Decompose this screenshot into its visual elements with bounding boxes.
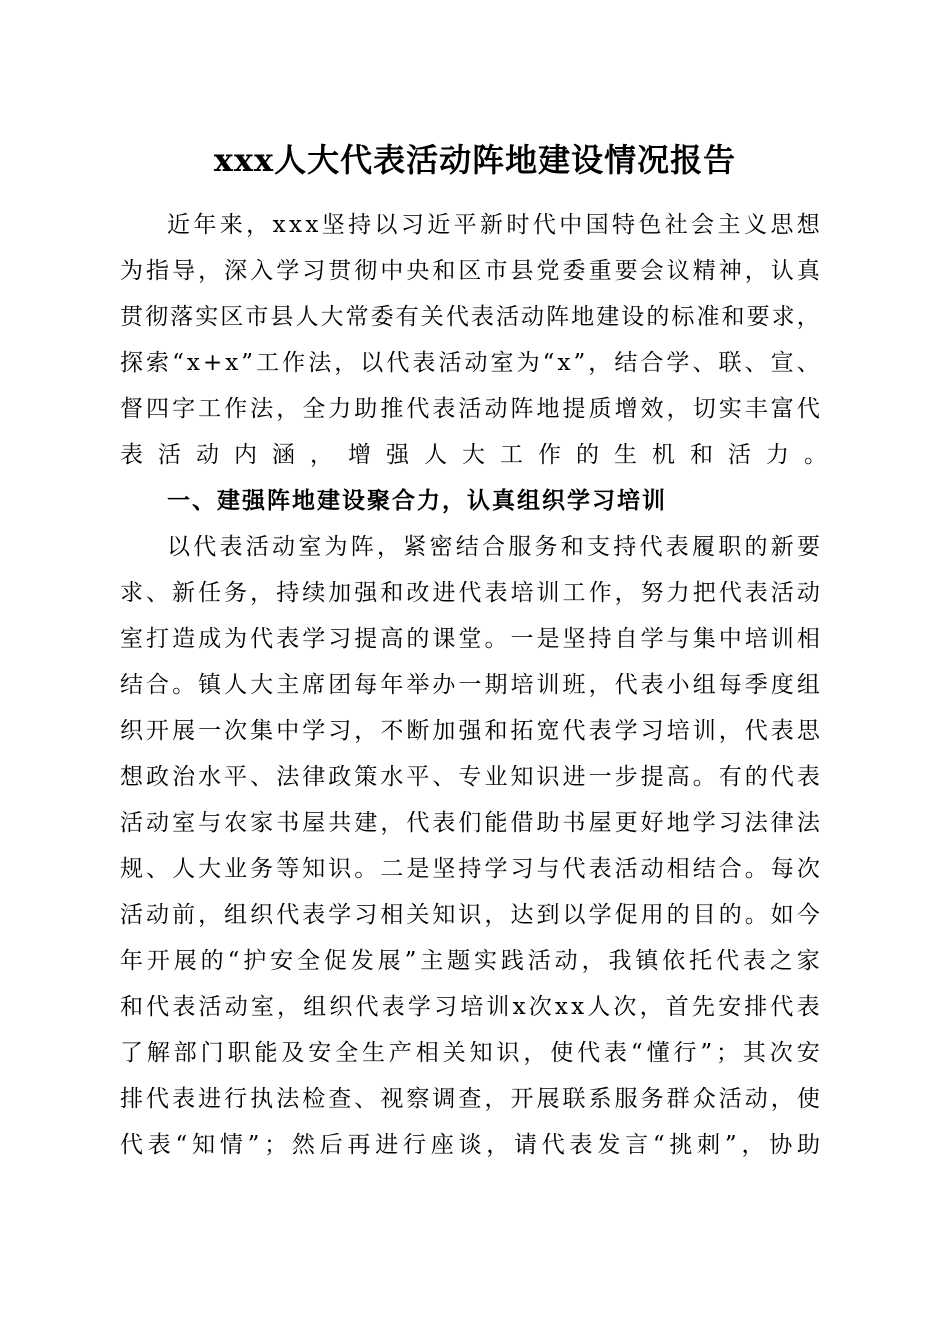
paragraph-line: 室 打 造 成 为 代 表 学 习 提 高 的 课 堂 。 一 是 坚 持 自 学 与 集 中 培 训 相: [120, 626, 820, 652]
paragraph-line: 贯 彻 落 实 区 市 县 人 大 常 委 有 关 代 表 活 动 阵 地 建 设 的 标 准 和 要 求 ，: [120, 304, 820, 330]
paragraph-line: 表活动内涵，增强人大工作的生机和活力。: [120, 442, 842, 468]
paragraph-line: 以 代 表 活 动 室 为 阵 ， 紧 密 结 合 服 务 和 支 持 代 表 履 职 的 新 要: [167, 534, 820, 560]
document-title: xxx人大代表活动阵地建设情况报告: [213, 141, 737, 179]
paragraph-line: 探 索 “ x + x ” 工 作 法 ， 以 代 表 活 动 室 为 “ x ” ， 结 合 学 、 联 、 宣 、: [120, 350, 820, 376]
paragraph-line: 排 代 表 进 行 执 法 检 查 、 视 察 调 查 ， 开 展 联 系 服 务 群 众 活 动 ， 使: [120, 1086, 820, 1112]
paragraph-line: 代 表 “ 知 情 ” ； 然 后 再 进 行 座 谈 ， 请 代 表 发 言 “ 挑 刺 ” ， 协 助: [120, 1132, 820, 1158]
paragraph-line: 结 合 。 镇 人 大 主 席 团 每 年 举 办 一 期 培 训 班 ， 代 表 小 组 每 季 度 组: [120, 672, 820, 698]
paragraph-line: 近 年 来 ， x x x 坚 持 以 习 近 平 新 时 代 中 国 特 色 社 会 主 义 思 想: [167, 212, 820, 238]
paragraph-line: 活 动 前 ， 组 织 代 表 学 习 相 关 知 识 ， 达 到 以 学 促 用 的 目 的 。 如 今: [120, 902, 820, 928]
paragraph-line: 织 开 展 一 次 集 中 学 习 ， 不 断 加 强 和 拓 宽 代 表 学 习 培 训 ， 代 表 思: [120, 718, 820, 744]
paragraph-line: 为 指 导 ， 深 入 学 习 贯 彻 中 央 和 区 市 县 党 委 重 要 会 议 精 神 ， 认 真: [120, 258, 820, 284]
paragraph-line: 规 、 人 大 业 务 等 知 识 。 二 是 坚 持 学 习 与 代 表 活 动 相 结 合 。 每 次: [120, 856, 820, 882]
paragraph-line: 年 开 展 的 “ 护 安 全 促 发 展 ” 主 题 实 践 活 动 ， 我 镇 依 托 代 表 之 家: [120, 948, 820, 974]
paragraph-line: 求 、 新 任 务 ， 持 续 加 强 和 改 进 代 表 培 训 工 作 ， 努 力 把 代 表 活 动: [120, 580, 820, 606]
section-heading: 一、建强阵地建设聚合力，认真组织学习培训: [167, 488, 667, 514]
paragraph-line: 了 解 部 门 职 能 及 安 全 生 产 相 关 知 识 ， 使 代 表 “ 懂 行 ” ； 其 次 安: [120, 1040, 820, 1066]
paragraph-line: 活 动 室 与 农 家 书 屋 共 建 ， 代 表 们 能 借 助 书 屋 更 好 地 学 习 法 律 法: [120, 810, 820, 836]
paragraph-line: 督 四 字 工 作 法 ， 全 力 助 推 代 表 活 动 阵 地 提 质 增 效 ， 切 实 丰 富 代: [120, 396, 820, 422]
paragraph-line: 想 政 治 水 平 、 法 律 政 策 水 平 、 专 业 知 识 进 一 步 提 高 。 有 的 代 表: [120, 764, 820, 790]
paragraph-line: 和 代 表 活 动 室 ， 组 织 代 表 学 习 培 训 x 次 x x 人 次 ， 首 先 安 排 代 表: [120, 994, 820, 1020]
